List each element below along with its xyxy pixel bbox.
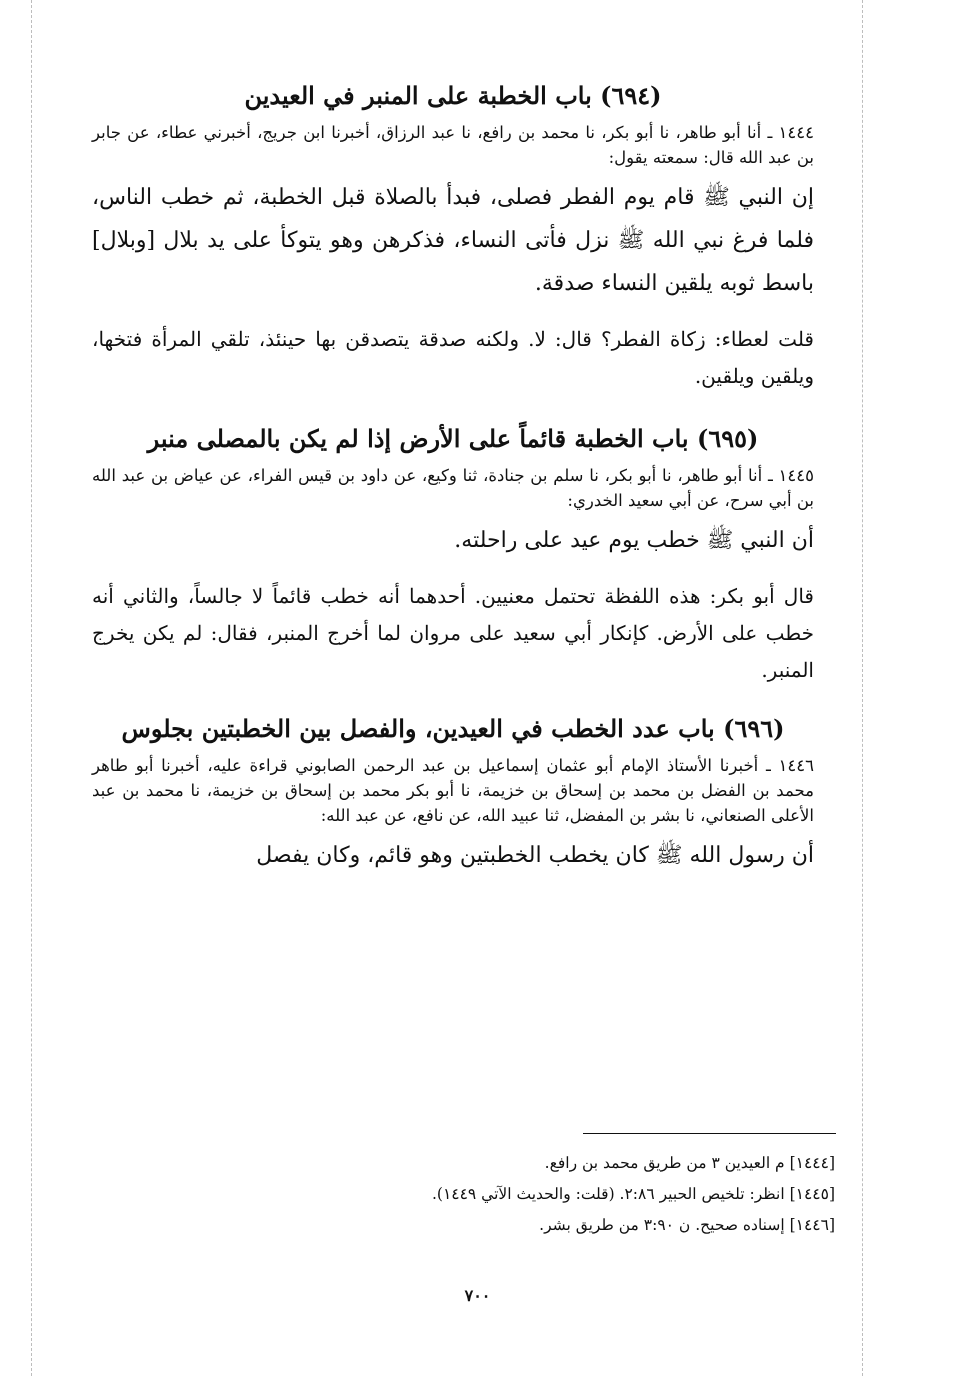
hadith-matn: إن النبي ﷺ قام يوم الفطر فصلى، فبدأ بالصلاة قبل الخطبة، ثم خطب الناس، فلما فرغ نبي الله ﷺ نزل فأتى النساء، فذكرهن وهو يتوكأ على يد بلال [وبلال] باسط ثوبه يلقين النساء صدقة. [92,185,814,296]
hadith-isnad: ١٤٤٤ ـ أنا أبو طاهر، نا أبو بكر، نا محمد بن رافع، نا عبد الرزاق، أخبرنا ابن جريج، أخبرني عطاء، عن جابر بن عبد الله قال: سمعته يقول: [92,123,814,167]
footnote-separator [583,1133,836,1134]
hadith-matn: أن النبي ﷺ خطب يوم عيد على راحلته. [454,528,814,553]
scan-margin-line-right [862,0,863,1376]
hadith-commentary: قال أبو بكر: هذه اللفظة تحتمل معنيين. أحدهما أنه خطب قائماً لا جالساً، والثاني أنه خطب على الأرض. كإنكار أبي سعيد على مروان لما أخرج المنبر، فقال: لم يكن يخرج المنبر. [92,584,814,682]
footnote-1444: [١٤٤٤] م العيدين ٣ من طريق محمد بن رافع. [544,1154,835,1172]
chapter-heading: (٦٩٦) باب عدد الخطب في العيدين، والفصل بين الخطبتين بجلوس [121,714,785,743]
hadith-isnad: ١٤٤٦ ـ أخبرنا الأستاذ الإمام أبو عثمان إسماعيل بن عبد الرحمن الصابوني قراءة عليه، أخبرنا أبو طاهر محمد بن الفضل بن محمد بن إسحاق بن خزيمة، نا أبو بكر محمد بن إسحاق بن خزيمة، نا محمد بن عبد الأعلى الصنعاني، نا بشر بن المفضل، ثنا عبيد الله، عن نافع، عن عبد الله: [92,756,814,825]
chapter-heading: (٦٩٤) باب الخطبة على المنبر في العيدين [244,81,662,110]
scan-margin-line-left [31,0,32,1376]
hadith-commentary: قلت لعطاء: زكاة الفطر؟ قال: لا. ولكنه صدقة يتصدقن بها حينئذ، تلقي المرأة فتخها، ويلقين ويلقين. [92,327,814,388]
page-body [92,78,814,877]
hadith-isnad: ١٤٤٥ ـ أنا أبو طاهر، نا أبو بكر، نا سلم بن جنادة، ثنا وكيع، عن داود بن قيس الفراء، عن عياض بن عبد الله بن أبي سرح، عن أبي سعيد الخدري: [92,466,814,510]
hadith-matn: أن رسول الله ﷺ كان يخطب الخطبتين وهو قائم، وكان يفصل [256,843,814,868]
chapter-696 [92,711,814,877]
chapter-694 [92,78,814,395]
footnote-1445: [١٤٤٥] انظر: تلخيص الحبير ٢:٨٦. (قلت: والحديث الآتي ١٤٤٩). [431,1185,835,1203]
page-number: ٧٠٠ [464,1286,491,1305]
footnote-1446: [١٤٤٦] إسناده صحيح. ن ٣:٩٠ من طريق بشر. [539,1216,835,1234]
chapter-heading: (٦٩٥) باب الخطبة قائماً على الأرض إذا لم يكن بالمصلى منبر [147,424,759,453]
chapter-695 [92,421,814,689]
footnotes [115,1148,835,1241]
